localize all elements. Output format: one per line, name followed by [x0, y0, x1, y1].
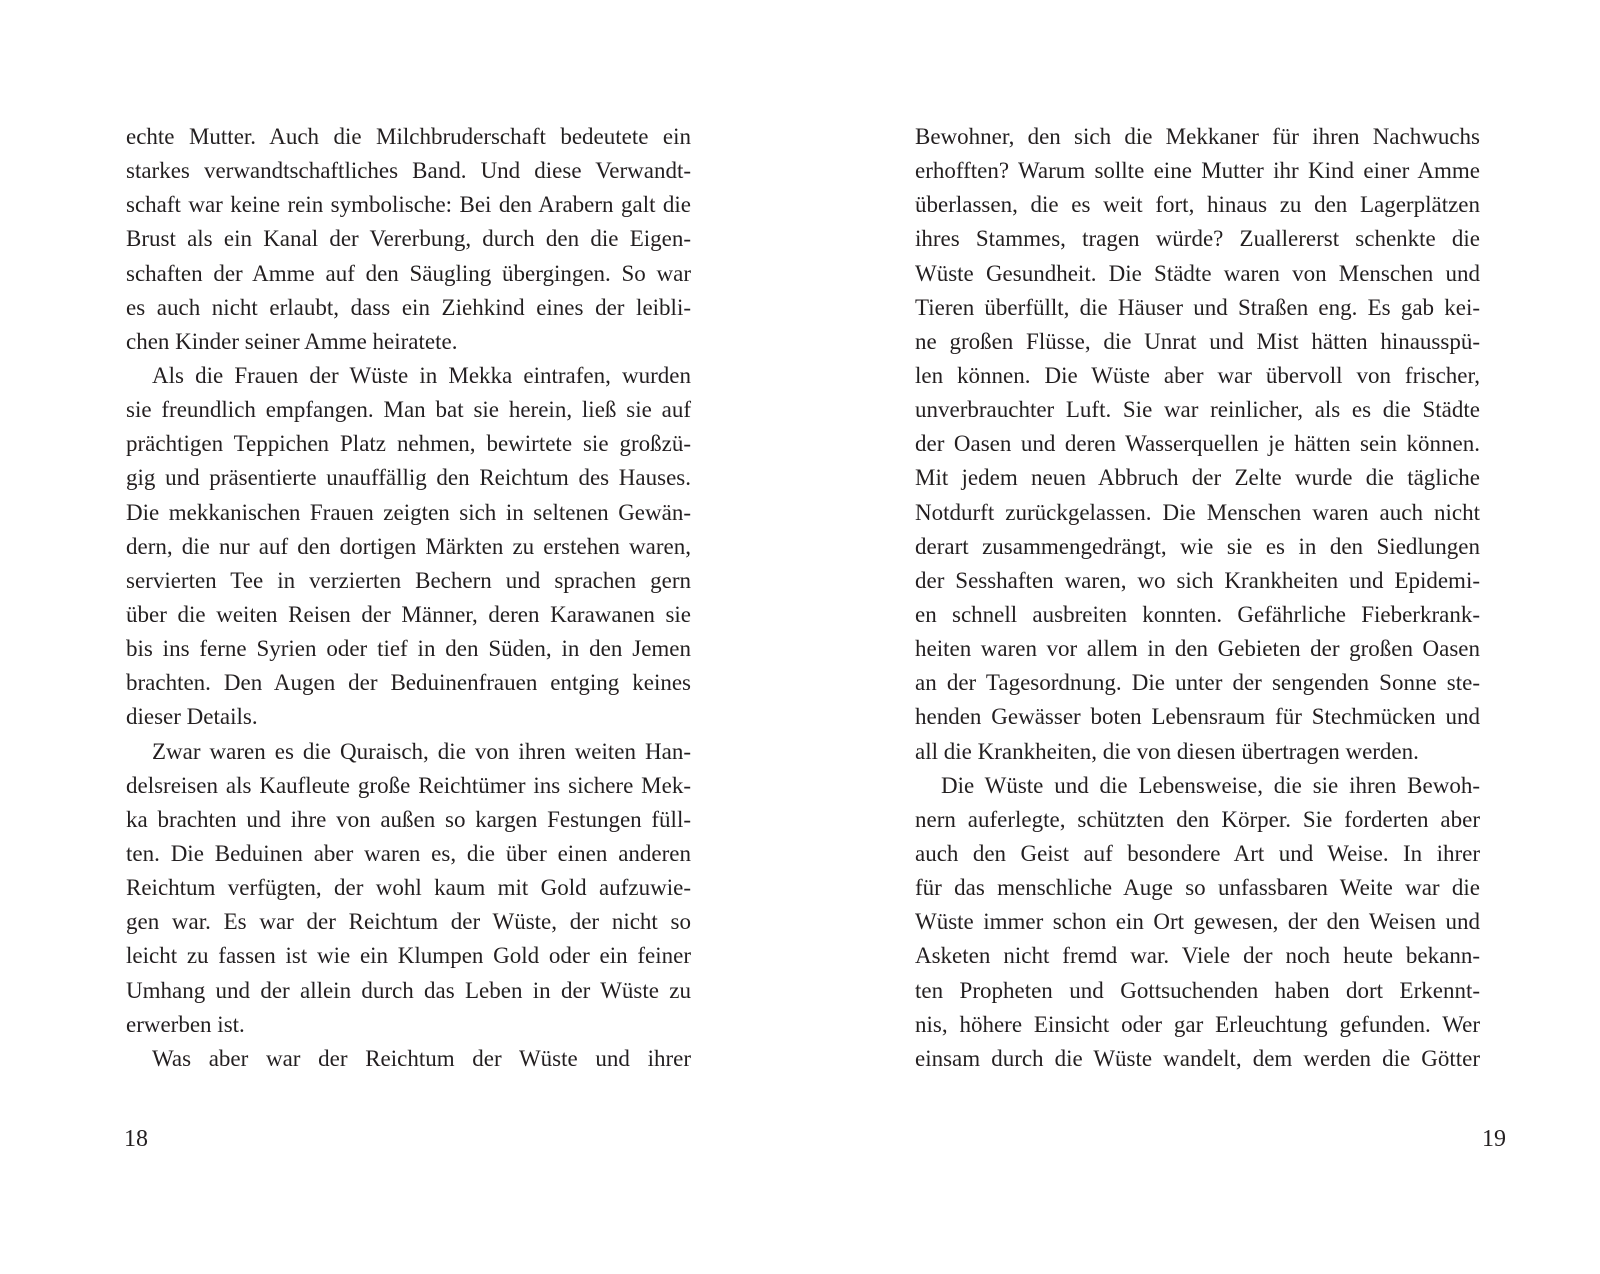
text-line: dieser Details.: [126, 704, 258, 730]
left-page-number: 18: [124, 1126, 148, 1152]
text-line: der Sesshaften waren, wo sich Krankheiten und Epidemi-: [915, 567, 1480, 593]
text-line: ihres Stammes, tragen würde? Zuallererst schenkte die: [915, 226, 1480, 252]
text-line: an der Tagesordnung. Die unter der sengenden Sonne ste-: [915, 670, 1480, 696]
text-line: Wüste immer schon ein Ort gewesen, der den Weisen und: [915, 909, 1480, 935]
text-line: ten. Die Beduinen aber waren es, die über einen anderen: [126, 840, 691, 866]
text-line: len können. Die Wüste aber war übervoll von frischer,: [915, 362, 1480, 388]
text-line: Asketen nicht fremd war. Viele der noch heute bekann-: [915, 943, 1480, 969]
text-line: einsam durch die Wüste wandelt, dem werden die Götter: [915, 1045, 1480, 1071]
text-line: es auch nicht erlaubt, dass ein Ziehkind eines der leibli-: [126, 294, 691, 320]
text-line: en schnell ausbreiten konnten. Gefährliche Fieberkrank-: [915, 601, 1480, 627]
text-line: gen war. Es war der Reichtum der Wüste, der nicht so: [126, 909, 691, 935]
text-line: erwerben ist.: [126, 1011, 245, 1037]
text-line: Reichtum verfügten, der wohl kaum mit Gold aufzuwie-: [126, 875, 691, 901]
text-line: prächtigen Teppichen Platz nehmen, bewirtete sie großzü-: [126, 431, 691, 457]
text-line: unverbrauchter Luft. Sie war reinlicher, als es die Städte: [915, 397, 1480, 423]
text-line: Brust als ein Kanal der Vererbung, durch den die Eigen-: [126, 226, 691, 252]
text-line: Bewohner, den sich die Mekkaner für ihren Nachwuchs: [915, 124, 1480, 149]
right-page: [800, 0, 1600, 1274]
text-line: auch den Geist auf besondere Art und Weise. In ihrer: [915, 840, 1480, 866]
text-line: heiten waren vor allem in den Gebieten der großen Oasen: [915, 636, 1480, 662]
text-line: derart zusammengedrängt, wie sie es in den Siedlungen: [915, 533, 1480, 559]
text-line: henden Gewässer boten Lebensraum für Stechmücken und: [915, 704, 1480, 730]
text-line: chen Kinder seiner Amme heiratete.: [126, 328, 458, 354]
right-page-body-text: [915, 120, 1480, 1076]
text-line: sie freundlich empfangen. Man bat sie herein, ließ sie auf: [126, 397, 691, 423]
text-line: echte Mutter. Auch die Milchbruderschaft bedeutete ein: [126, 124, 691, 149]
text-line: ten Propheten und Gottsuchenden haben dort Erkennt-: [915, 977, 1480, 1003]
text-line: Die mekkanischen Frauen zeigten sich in seltenen Gewän-: [126, 499, 691, 525]
text-line: nis, höhere Einsicht oder gar Erleuchtung gefunden. Wer: [915, 1011, 1480, 1037]
text-line: nern auferlegte, schützten den Körper. Sie forderten aber: [915, 806, 1480, 832]
text-line: über die weiten Reisen der Männer, deren Karawanen sie: [126, 601, 691, 627]
text-line: der Oasen und deren Wasserquellen je hätten sein können.: [915, 431, 1480, 457]
text-line: dern, die nur auf den dortigen Märkten zu erstehen waren,: [126, 533, 691, 559]
text-line: Tieren überfüllt, die Häuser und Straßen eng. Es gab kei-: [915, 294, 1480, 320]
text-line: servierten Tee in verzierten Bechern und sprachen gern: [126, 567, 691, 593]
text-line: leicht zu fassen ist wie ein Klumpen Gold oder ein feiner: [126, 943, 691, 969]
text-line: all die Krankheiten, die von diesen übertragen werden.: [915, 738, 1419, 764]
left-page-body-text: [126, 120, 691, 1076]
text-line: überlassen, die es weit fort, hinaus zu den Lagerplätzen: [915, 192, 1480, 218]
text-line: Notdurft zurückgelassen. Die Menschen waren auch nicht: [915, 499, 1480, 525]
text-line: Die Wüste und die Lebensweise, die sie ihren Bewoh-: [941, 772, 1480, 798]
text-line: Was aber war der Reichtum der Wüste und ihrer: [152, 1045, 691, 1071]
text-line: Zwar waren es die Quraisch, die von ihren weiten Han-: [152, 738, 691, 764]
text-line: brachten. Den Augen der Beduinenfrauen entging keines: [126, 670, 691, 696]
text-line: gig und präsentierte unauffällig den Reichtum des Hauses.: [126, 465, 691, 491]
text-line: bis ins ferne Syrien oder tief in den Süden, in den Jemen: [126, 636, 691, 662]
text-line: schaften der Amme auf den Säugling übergingen. So war: [126, 260, 691, 286]
text-line: ne großen Flüsse, die Unrat und Mist hätten hinausspü-: [915, 328, 1480, 354]
text-line: für das menschliche Auge so unfassbaren Weite war die: [915, 875, 1480, 901]
text-line: erhofften? Warum sollte eine Mutter ihr Kind einer Amme: [915, 158, 1480, 184]
text-line: delsreisen als Kaufleute große Reichtümer ins sichere Mek-: [126, 772, 691, 798]
right-page-number: 19: [1482, 1126, 1506, 1152]
text-line: ka brachten und ihre von außen so kargen Festungen füll-: [126, 806, 691, 832]
text-line: Mit jedem neuen Abbruch der Zelte wurde die tägliche: [915, 465, 1480, 491]
text-line: starkes verwandtschaftliches Band. Und diese Verwandt-: [126, 158, 691, 184]
text-line: schaft war keine rein symbolische: Bei den Arabern galt die: [126, 192, 691, 218]
text-line: Als die Frauen der Wüste in Mekka eintrafen, wurden: [152, 362, 691, 388]
text-line: Wüste Gesundheit. Die Städte waren von Menschen und: [915, 260, 1480, 286]
text-line: Umhang und der allein durch das Leben in der Wüste zu: [126, 977, 691, 1003]
